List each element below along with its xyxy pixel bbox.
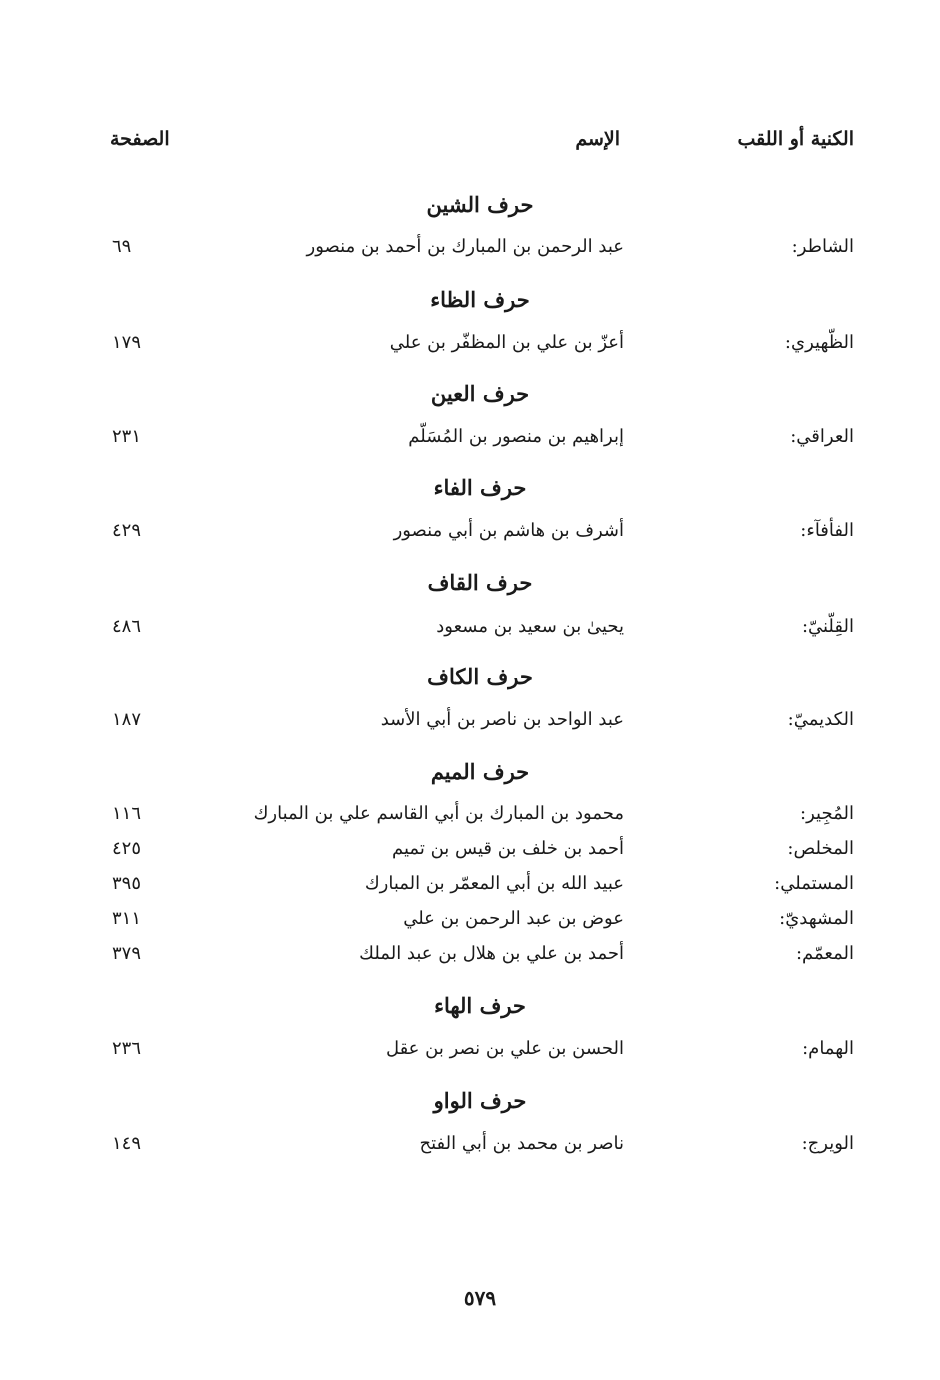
entry-kunya: الفأفآء:: [800, 520, 854, 541]
index-row: [0, 873, 940, 903]
entry-kunya: القِلّنيّ:: [801, 616, 854, 637]
entry-page: ١٨٧: [112, 709, 142, 730]
entry-name: ناصر بن محمد بن أبي الفتح: [419, 1133, 624, 1154]
entry-kunya: الشاطر:: [791, 236, 854, 257]
index-row: [0, 838, 940, 868]
header-page: الصفحة: [110, 128, 170, 150]
entry-page: ٤٢٥: [112, 838, 142, 859]
entry-kunya: المعمّم:: [795, 943, 854, 964]
section-title-ain: حرف العين: [430, 381, 530, 406]
section-title-qaf: حرف القاف: [427, 570, 533, 595]
entry-name: أعزّ بن علي بن المظفّر بن علي: [389, 332, 624, 353]
index-row: [0, 908, 940, 938]
section-title-faa: حرف الفاء: [433, 475, 527, 500]
entry-name: محمود بن المبارك بن أبي القاسم علي بن المبارك: [253, 803, 624, 824]
index-row: [0, 236, 940, 266]
header-kunya: الكنية أو اللقب: [737, 128, 854, 150]
index-row: [0, 803, 940, 833]
entry-name: أشرف بن هاشم بن أبي منصور: [393, 520, 624, 541]
section-title-haa: حرف الهاء: [434, 993, 526, 1018]
index-row: [0, 709, 940, 739]
section-title-waw: حرف الواو: [433, 1088, 527, 1113]
column-headers: [0, 128, 940, 158]
index-row: [0, 1038, 940, 1068]
header-name: الإسم: [575, 128, 620, 150]
entry-kunya: العراقي:: [790, 426, 854, 447]
section-title-zaa: حرف الظاء: [430, 287, 530, 312]
index-row: [0, 1133, 940, 1163]
entry-page: ٣٧٩: [112, 943, 142, 964]
entry-name: أحمد بن علي بن هلال بن عبد الملك: [359, 943, 624, 964]
index-row: [0, 426, 940, 456]
entry-page: ٢٣١: [112, 426, 142, 447]
entry-kunya: الهمام:: [802, 1038, 854, 1059]
entry-page: ٤٢٩: [112, 520, 142, 541]
section-title-sheen: حرف الشين: [426, 192, 534, 217]
entry-name: عبيد الله بن أبي المعمّر بن المبارك: [364, 873, 624, 894]
section-title-meem: حرف الميم: [430, 759, 530, 784]
entry-page: ١٧٩: [112, 332, 142, 353]
entry-kunya: المشهديّ:: [779, 908, 854, 929]
entry-page: ٤٨٦: [112, 616, 142, 637]
entry-name: أحمد بن خلف بن قيس بن تميم: [392, 838, 624, 859]
entry-page: ٣١١: [112, 908, 142, 929]
entry-page: ١٤٩: [112, 1133, 142, 1154]
entry-name: عبد الواحد بن ناصر بن أبي الأسد: [380, 709, 624, 730]
index-row: [0, 520, 940, 550]
entry-page: ٢٣٦: [112, 1038, 142, 1059]
entry-kunya: الكديميّ:: [787, 709, 854, 730]
entry-name: الحسن بن علي بن نصر بن عقل: [385, 1038, 624, 1059]
index-row: [0, 332, 940, 362]
entry-kunya: المخلص:: [787, 838, 854, 859]
index-row: [0, 616, 940, 646]
entry-page: ١١٦: [112, 803, 142, 824]
entry-page: ٣٩٥: [112, 873, 142, 894]
entry-kunya: الويرج:: [801, 1133, 854, 1154]
entry-name: إبراهيم بن منصور بن المُسَلّم: [408, 426, 624, 447]
entry-page: ٦٩: [112, 236, 132, 257]
entry-kunya: المستملي:: [774, 873, 854, 894]
section-title-kaf: حرف الكاف: [427, 664, 533, 689]
entry-name: عبد الرحمن بن المبارك بن أحمد بن منصور: [306, 236, 624, 257]
page-number: ٥٧٩: [463, 1286, 497, 1310]
entry-name: عوض بن عبد الرحمن بن علي: [403, 908, 624, 929]
entry-kunya: الظّهيري:: [784, 332, 854, 353]
entry-kunya: المُجِير:: [800, 803, 854, 824]
index-row: [0, 943, 940, 973]
entry-name: يحيىٰ بن سعيد بن مسعود: [436, 616, 624, 637]
